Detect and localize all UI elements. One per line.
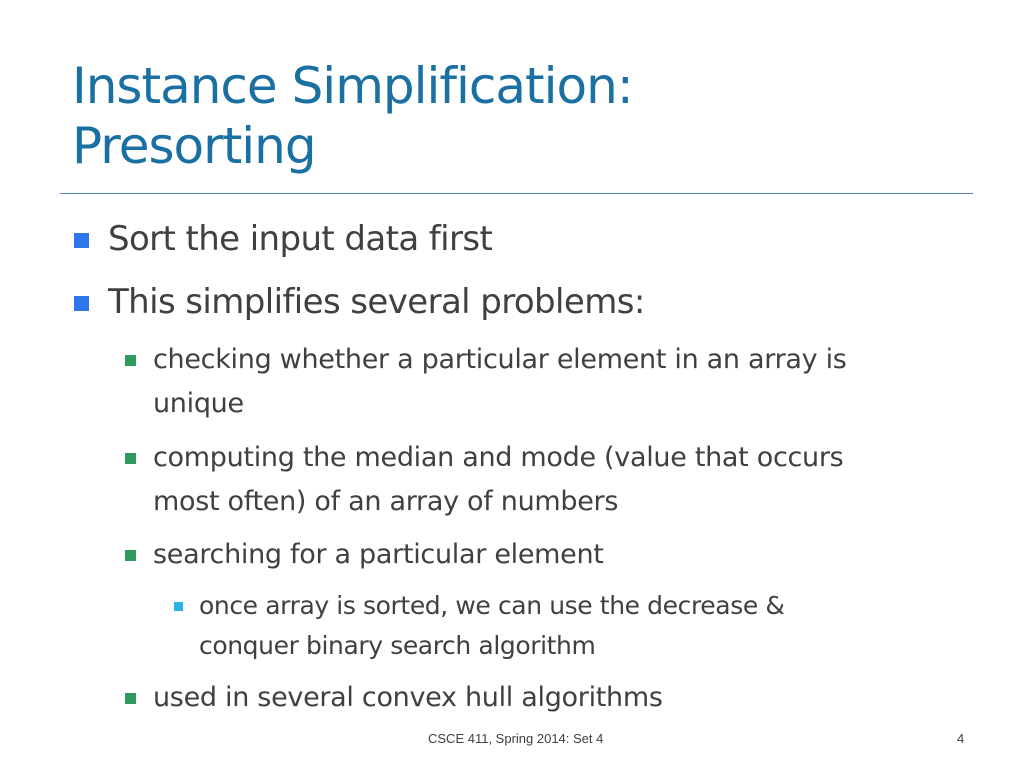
square-bullet-icon	[74, 296, 89, 311]
square-bullet-icon	[125, 355, 136, 366]
bullet-text: This simplifies several problems:	[108, 282, 645, 322]
bullet-text: used in several convex hull algorithms	[153, 682, 663, 713]
subbullet-unique-check	[153, 338, 847, 426]
slide-title-line-1: Instance Simplification:	[72, 57, 633, 115]
bullet-sort-input	[108, 219, 492, 259]
bullet-text-line-1: once array is sorted, we can use the decrease &	[199, 591, 785, 620]
subbullet-convex-hull	[153, 676, 663, 720]
square-bullet-icon	[125, 693, 136, 704]
subbullet-searching	[153, 533, 604, 577]
square-bullet-icon	[74, 233, 89, 248]
square-bullet-icon	[125, 453, 136, 464]
square-bullet-icon	[125, 550, 136, 561]
slide-title-line-2: Presorting	[72, 117, 316, 175]
bullet-text-line-2: unique	[153, 388, 244, 419]
bullet-text-line-2: most often) of an array of numbers	[153, 486, 619, 517]
bullet-text-line-1: computing the median and mode (value that occurs	[153, 442, 844, 473]
subsubbullet-binary-search	[199, 586, 784, 666]
bullet-simplifies-problems	[108, 282, 645, 322]
footer-course-label: CSCE 411, Spring 2014: Set 4	[428, 731, 604, 746]
bullet-text: Sort the input data first	[108, 219, 493, 259]
subbullet-median-mode	[153, 436, 843, 524]
bullet-text-line-2: conquer binary search algorithm	[199, 631, 596, 660]
bullet-text: searching for a particular element	[153, 539, 604, 570]
square-bullet-icon	[174, 602, 183, 611]
bullet-text-line-1: checking whether a particular element in an array is	[153, 344, 847, 375]
footer-page-number: 4	[957, 731, 965, 746]
